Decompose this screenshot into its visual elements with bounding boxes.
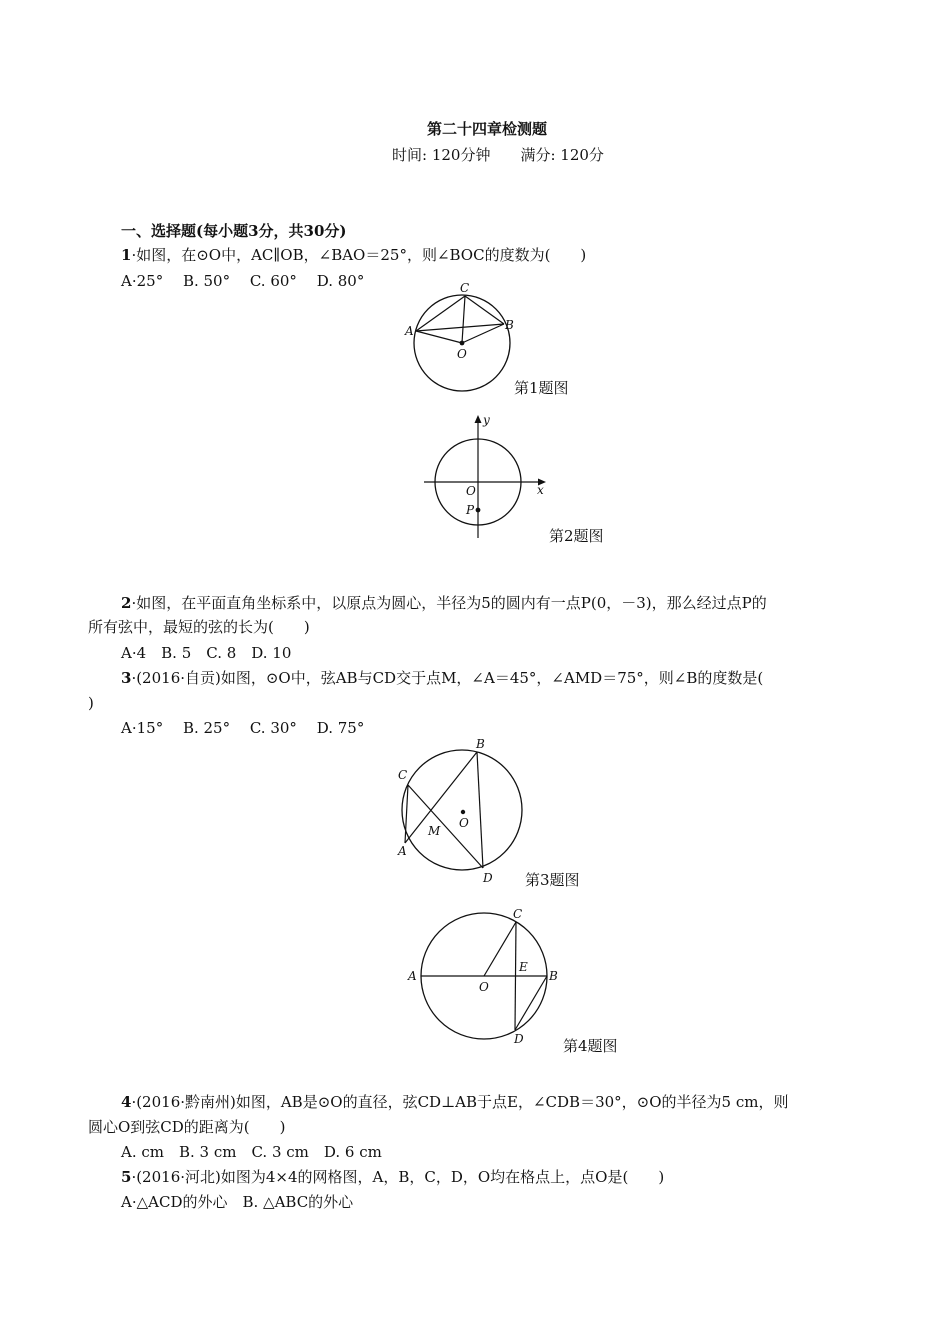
question-number: 4 bbox=[121, 1093, 132, 1111]
label-x: x bbox=[537, 483, 544, 497]
center-point bbox=[461, 810, 465, 814]
label-p: P bbox=[466, 503, 475, 517]
figure-caption: 第3题图 bbox=[525, 871, 580, 889]
question-5-options: A·△ACD的外心 B. △ABC的外心 bbox=[121, 1193, 354, 1211]
segment-oc bbox=[484, 922, 516, 976]
label-c: C bbox=[398, 768, 408, 782]
figure-q2 bbox=[420, 410, 560, 545]
label-b: B bbox=[476, 737, 485, 751]
page-title: 第二十四章检测题 bbox=[427, 120, 548, 138]
question-text: ·(2016·自贡)如图，⊙O中，弦AB与CD交于点M，∠A＝45°，∠AMD＝75°，则∠B的度数是( bbox=[131, 669, 764, 687]
question-text: ·(2016·河北)如图为4×4的网格图，A，B，C，D，O均在格点上，点O是( ) bbox=[131, 1168, 665, 1186]
question-1-options: A·25° B. 50° C. 60° D. 80° bbox=[121, 272, 365, 290]
label-b: B bbox=[505, 318, 514, 332]
label-e: E bbox=[519, 960, 528, 974]
label-a: A bbox=[408, 969, 417, 983]
center-point bbox=[460, 341, 465, 346]
label-y: y bbox=[483, 413, 490, 427]
label-o: O bbox=[459, 816, 469, 830]
label-o: O bbox=[457, 347, 467, 361]
figure-caption: 第4题图 bbox=[563, 1037, 618, 1055]
label-a: A bbox=[405, 324, 414, 338]
label-o: O bbox=[479, 980, 489, 994]
question-1-stem bbox=[121, 246, 586, 264]
segment-oc bbox=[462, 296, 465, 343]
circle-o bbox=[402, 750, 522, 870]
label-c: C bbox=[513, 907, 523, 921]
segment-ao bbox=[416, 331, 462, 343]
figure-caption: 第2题图 bbox=[549, 527, 604, 545]
question-number: 3 bbox=[121, 669, 132, 687]
exam-meta: 时间: 120分钟 满分: 120分 bbox=[392, 146, 604, 164]
point-p bbox=[476, 508, 481, 513]
segment-bd bbox=[477, 752, 483, 868]
label-a: A bbox=[398, 844, 407, 858]
label-d: D bbox=[514, 1032, 524, 1046]
question-text: ·如图，在⊙O中，AC∥OB，∠BAO＝25°，则∠BOC的度数为( ) bbox=[131, 246, 587, 264]
question-number: 1 bbox=[121, 246, 132, 264]
question-4-stem-cont: 圆心O到弦CD的距离为( ) bbox=[88, 1118, 286, 1136]
question-2-options: A·4 B. 5 C. 8 D. 10 bbox=[121, 644, 292, 662]
label-o: O bbox=[466, 484, 476, 498]
question-2-stem bbox=[121, 594, 767, 612]
question-3-options: A·15° B. 25° C. 30° D. 75° bbox=[121, 719, 365, 737]
question-text: ·(2016·黔南州)如图，AB是⊙O的直径，弦CD⊥AB于点E，∠CDB＝30°，⊙O的半径为5 cm，则 bbox=[131, 1093, 789, 1111]
question-5-stem bbox=[121, 1168, 664, 1186]
label-c: C bbox=[460, 281, 470, 295]
label-d: D bbox=[483, 871, 493, 885]
question-4-stem bbox=[121, 1093, 788, 1111]
question-3-stem-cont: ) bbox=[88, 694, 94, 712]
figure-q3 bbox=[395, 735, 530, 885]
label-m: M bbox=[428, 824, 441, 838]
question-4-options: A. cm B. 3 cm C. 3 cm D. 6 cm bbox=[121, 1143, 382, 1161]
chord-cd bbox=[515, 922, 516, 1030]
segment-db bbox=[515, 976, 547, 1030]
question-text: ·如图，在平面直角坐标系中，以原点为圆心，半径为5的圆内有一点P(0，－3)，那么经过点P的 bbox=[131, 594, 767, 612]
segment-cd bbox=[408, 785, 483, 868]
section-heading: 一、选择题(每小题3分，共30分) bbox=[121, 222, 347, 240]
question-3-stem bbox=[121, 669, 763, 687]
question-2-stem-cont: 所有弦中，最短的弦的长为( ) bbox=[88, 618, 310, 636]
figure-caption: 第1题图 bbox=[514, 379, 569, 397]
figure-q1 bbox=[400, 281, 520, 395]
figure-q4 bbox=[400, 905, 570, 1050]
question-number: 5 bbox=[121, 1168, 132, 1186]
label-b: B bbox=[549, 969, 558, 983]
question-number: 2 bbox=[121, 594, 132, 612]
y-arrow bbox=[475, 415, 482, 423]
